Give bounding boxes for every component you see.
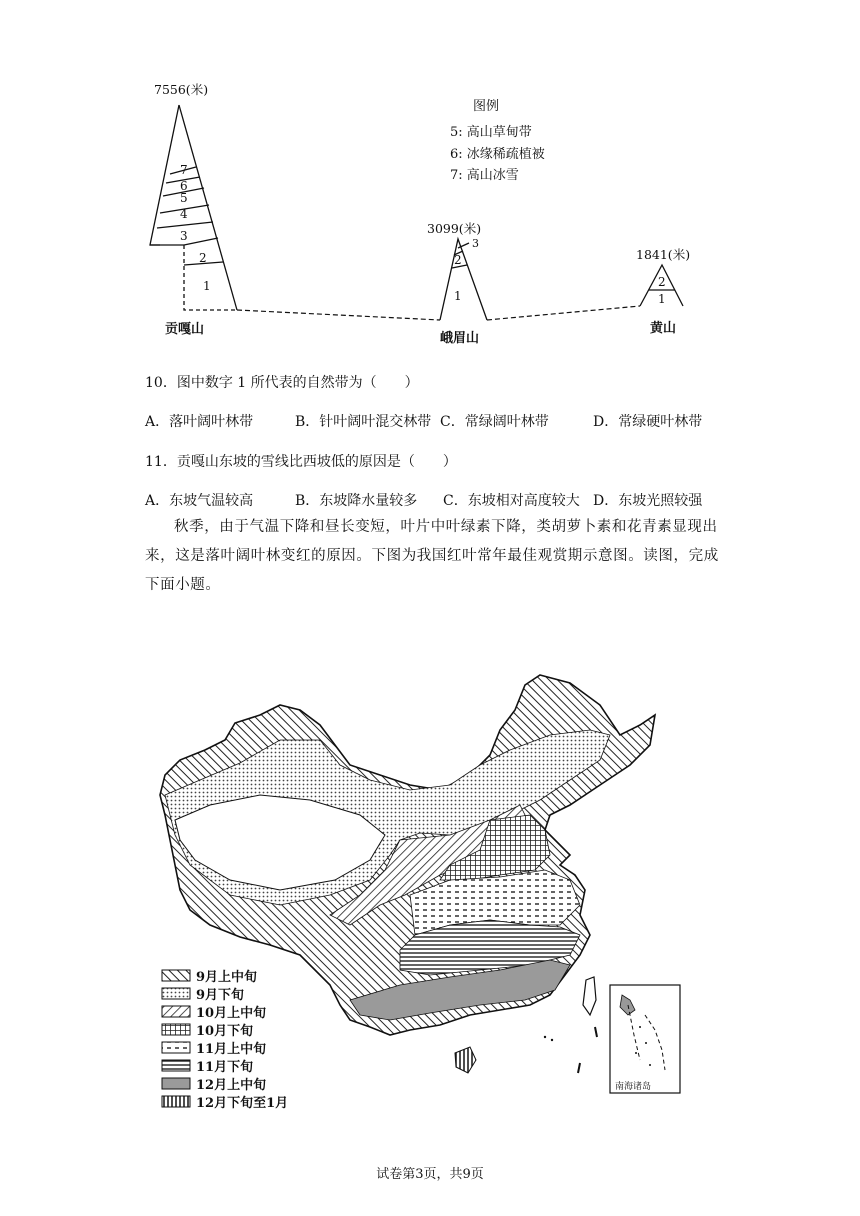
zone-number-4: 4 [180, 207, 188, 221]
q10-option-a[interactable]: A．落叶阔叶林带 [145, 414, 254, 430]
emei-height-label: 3099(米) [427, 221, 482, 236]
huangshan-height-label: 1841(米) [636, 247, 691, 262]
mountain-legend [450, 99, 545, 183]
emei-mountain-profile [440, 239, 487, 320]
emei-name: 峨眉山 [440, 331, 480, 346]
huangshan-zone-1: 1 [658, 292, 666, 306]
zone-number-5: 5 [180, 191, 188, 205]
legend-oct-early-mid: 10月上中旬 [196, 1006, 267, 1021]
question-10-stem: 10．图中数字 1 所代表的自然带为（ ） [145, 375, 419, 391]
hainan-island [455, 1047, 476, 1073]
q10-option-b[interactable]: B．针叶阔叶混交林带 [295, 414, 432, 430]
question-11-stem: 11．贡嘎山东坡的雪线比西坡低的原因是（ ） [145, 454, 457, 470]
inset-label: 南海诸岛 [615, 1082, 652, 1092]
huangshan-zone-2: 2 [658, 275, 666, 289]
zone-number-1: 1 [203, 279, 211, 293]
q11-option-d[interactable]: D．东坡光照较强 [593, 493, 703, 509]
emei-zone-3: 3 [472, 237, 479, 250]
south-china-sea-inset [610, 985, 680, 1093]
question-11-options [145, 490, 725, 510]
legend-nov-early-mid: 11月上中旬 [196, 1042, 267, 1057]
legend-nov-late: 11月下旬 [196, 1060, 254, 1075]
q11-option-c[interactable]: C．东坡相对高度较大 [443, 493, 580, 509]
legend-item-6: 6: 冰缘稀疏植被 [450, 147, 545, 162]
question-10-options [145, 411, 725, 431]
q10-option-d[interactable]: D．常绿硬叶林带 [593, 414, 703, 430]
q11-option-a[interactable]: A．东坡气温较高 [145, 493, 254, 509]
legend-sep-early-mid: 9月上中旬 [196, 970, 258, 985]
zone-number-7: 7 [180, 163, 188, 177]
legend-item-7: 7: 高山冰雪 [450, 168, 519, 183]
passage-line-2: 来，这是落叶阔叶林变红的原因。下图为我国红叶常年最佳观赏期示意图。读图，完成 [145, 548, 719, 564]
passage [145, 513, 720, 600]
zone-number-2: 2 [199, 251, 207, 265]
legend-oct-late: 10月下旬 [196, 1024, 254, 1039]
legend-item-5: 5: 高山草甸带 [450, 125, 532, 140]
emei-zone-2: 2 [454, 253, 462, 267]
mountain-zonation-figure [140, 78, 720, 353]
zone-number-6: 6 [180, 179, 188, 193]
ground-line [237, 306, 640, 320]
huangshan-name: 黄山 [650, 321, 677, 336]
map-legend [162, 969, 288, 1111]
zone-number-3: 3 [180, 229, 188, 243]
gongga-mountain-profile [150, 105, 237, 310]
emei-zone-1: 1 [454, 289, 462, 303]
gongga-height-label: 7556(米) [154, 82, 209, 97]
red-leaf-map [150, 655, 690, 1125]
legend-title: 图例 [473, 99, 500, 114]
gongga-name: 贡嘎山 [165, 322, 205, 337]
q11-option-b[interactable]: B．东坡降水量较多 [295, 493, 418, 509]
page-footer: 试卷第3页，共9页 [376, 1167, 484, 1182]
passage-line-3: 下面小题。 [145, 577, 221, 593]
legend-sep-late: 9月下旬 [196, 988, 245, 1003]
taiwan-island [583, 977, 596, 1015]
legend-dec-late-jan: 12月下旬至1月 [196, 1096, 289, 1111]
q10-option-c[interactable]: C．常绿阔叶林带 [440, 414, 549, 430]
passage-line-1: 秋季，由于气温下降和昼长变短，叶片中叶绿素下降，类胡萝卜素和花青素显现出 [174, 519, 718, 535]
legend-dec-early-mid: 12月上中旬 [196, 1078, 267, 1093]
